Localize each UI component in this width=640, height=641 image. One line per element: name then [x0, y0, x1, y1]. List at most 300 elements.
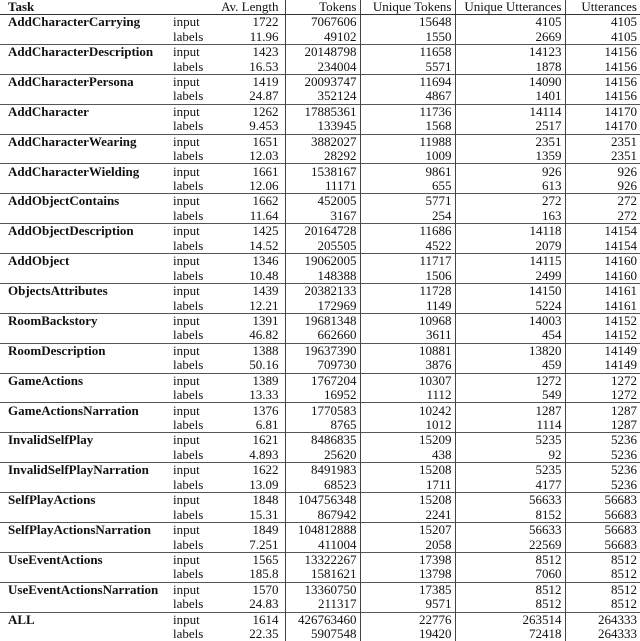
row-type: input — [170, 433, 218, 448]
cell-unique-utterances: 72418 — [455, 627, 565, 641]
cell-tokens: 20164728 — [285, 224, 360, 239]
cell-av-length: 7.251 — [218, 537, 285, 552]
task-name — [0, 179, 170, 194]
cell-tokens: 133945 — [285, 119, 360, 134]
table-row — [0, 597, 640, 612]
cell-tokens: 28292 — [285, 149, 360, 164]
cell-utterances: 14161 — [565, 298, 640, 313]
cell-unique-tokens: 2241 — [360, 507, 455, 522]
task-name: UseEventActionsNarration — [0, 582, 170, 597]
cell-unique-tokens: 1112 — [360, 388, 455, 403]
cell-unique-utterances: 459 — [455, 358, 565, 373]
header-unique-utterances: Unique Utterances — [455, 0, 565, 15]
cell-utterances: 264333 — [565, 627, 640, 641]
cell-av-length: 11.64 — [218, 209, 285, 224]
cell-tokens: 8491983 — [285, 463, 360, 478]
row-type: input — [170, 15, 218, 30]
cell-unique-utterances: 1878 — [455, 59, 565, 74]
cell-unique-tokens: 9861 — [360, 164, 455, 179]
row-type: labels — [170, 358, 218, 373]
cell-utterances: 1287 — [565, 403, 640, 418]
cell-utterances: 56683 — [565, 537, 640, 552]
cell-tokens: 205505 — [285, 239, 360, 254]
table-row — [0, 567, 640, 582]
cell-tokens: 211317 — [285, 597, 360, 612]
cell-unique-tokens: 655 — [360, 179, 455, 194]
cell-unique-utterances: 926 — [455, 164, 565, 179]
cell-unique-tokens: 10242 — [360, 403, 455, 418]
task-name: InvalidSelfPlay — [0, 433, 170, 448]
cell-tokens: 104812888 — [285, 522, 360, 537]
table-row — [0, 343, 640, 358]
cell-av-length: 10.48 — [218, 268, 285, 283]
cell-av-length: 15.31 — [218, 507, 285, 522]
cell-unique-tokens: 15209 — [360, 433, 455, 448]
task-name — [0, 59, 170, 74]
cell-tokens: 8486835 — [285, 433, 360, 448]
header-utterances: Utterances — [565, 0, 640, 15]
cell-unique-utterances: 5235 — [455, 433, 565, 448]
cell-unique-tokens: 10307 — [360, 373, 455, 388]
cell-av-length: 46.82 — [218, 328, 285, 343]
cell-unique-tokens: 15207 — [360, 522, 455, 537]
task-name: AddObject — [0, 254, 170, 269]
cell-utterances: 14152 — [565, 313, 640, 328]
cell-utterances: 14156 — [565, 74, 640, 89]
cell-unique-utterances: 1287 — [455, 403, 565, 418]
cell-av-length: 1565 — [218, 552, 285, 567]
cell-av-length: 1376 — [218, 403, 285, 418]
task-name: AddObjectDescription — [0, 224, 170, 239]
cell-utterances: 1272 — [565, 373, 640, 388]
cell-tokens: 17885361 — [285, 104, 360, 119]
row-type: labels — [170, 119, 218, 134]
cell-utterances: 272 — [565, 209, 640, 224]
table-row — [0, 164, 640, 179]
cell-unique-utterances: 14123 — [455, 44, 565, 59]
cell-av-length: 1722 — [218, 15, 285, 30]
row-type: input — [170, 612, 218, 627]
cell-utterances: 8512 — [565, 597, 640, 612]
cell-av-length: 14.52 — [218, 239, 285, 254]
cell-av-length: 185.8 — [218, 567, 285, 582]
cell-unique-utterances: 549 — [455, 388, 565, 403]
cell-av-length: 1848 — [218, 493, 285, 508]
cell-av-length: 1622 — [218, 463, 285, 478]
header-unique-tokens: Unique Tokens — [360, 0, 455, 15]
cell-unique-tokens: 3876 — [360, 358, 455, 373]
cell-av-length: 50.16 — [218, 358, 285, 373]
task-name — [0, 597, 170, 612]
cell-av-length: 1662 — [218, 194, 285, 209]
task-name: AddCharacterDescription — [0, 44, 170, 59]
cell-av-length: 6.81 — [218, 418, 285, 433]
row-type: input — [170, 552, 218, 567]
cell-tokens: 104756348 — [285, 493, 360, 508]
cell-av-length: 1621 — [218, 433, 285, 448]
cell-av-length: 13.09 — [218, 478, 285, 493]
cell-unique-utterances: 7060 — [455, 567, 565, 582]
task-name — [0, 328, 170, 343]
cell-tokens: 25620 — [285, 448, 360, 463]
cell-utterances: 2351 — [565, 149, 640, 164]
cell-tokens: 662660 — [285, 328, 360, 343]
cell-utterances: 14160 — [565, 254, 640, 269]
cell-unique-utterances: 8512 — [455, 582, 565, 597]
task-name: InvalidSelfPlayNarration — [0, 463, 170, 478]
cell-unique-utterances: 14003 — [455, 313, 565, 328]
table-row — [0, 15, 640, 30]
cell-tokens: 13360750 — [285, 582, 360, 597]
header-row — [0, 0, 640, 15]
cell-tokens: 11171 — [285, 179, 360, 194]
cell-unique-utterances: 14118 — [455, 224, 565, 239]
cell-unique-utterances: 2669 — [455, 29, 565, 44]
row-type: input — [170, 74, 218, 89]
cell-av-length: 1570 — [218, 582, 285, 597]
cell-unique-tokens: 1009 — [360, 149, 455, 164]
cell-tokens: 709730 — [285, 358, 360, 373]
cell-unique-tokens: 11694 — [360, 74, 455, 89]
cell-unique-tokens: 1568 — [360, 119, 455, 134]
task-name: RoomBackstory — [0, 313, 170, 328]
table-row — [0, 328, 640, 343]
cell-unique-utterances: 8152 — [455, 507, 565, 522]
row-type: labels — [170, 268, 218, 283]
task-name — [0, 388, 170, 403]
row-type: labels — [170, 29, 218, 44]
table-row — [0, 418, 640, 433]
cell-utterances: 4105 — [565, 15, 640, 30]
table-row — [0, 44, 640, 59]
cell-utterances: 5236 — [565, 433, 640, 448]
row-type: labels — [170, 239, 218, 254]
cell-av-length: 1425 — [218, 224, 285, 239]
cell-unique-utterances: 14150 — [455, 283, 565, 298]
row-type: labels — [170, 418, 218, 433]
cell-unique-tokens: 10968 — [360, 313, 455, 328]
cell-utterances: 1287 — [565, 418, 640, 433]
task-name: RoomDescription — [0, 343, 170, 358]
task-name — [0, 567, 170, 582]
row-type: input — [170, 493, 218, 508]
cell-unique-utterances: 163 — [455, 209, 565, 224]
task-name — [0, 209, 170, 224]
table-row — [0, 313, 640, 328]
table-row — [0, 119, 640, 134]
row-type: labels — [170, 537, 218, 552]
task-name: ALL — [0, 612, 170, 627]
table-row — [0, 552, 640, 567]
row-type: input — [170, 283, 218, 298]
row-type: input — [170, 343, 218, 358]
cell-unique-utterances: 8512 — [455, 552, 565, 567]
row-type: labels — [170, 298, 218, 313]
cell-av-length: 13.33 — [218, 388, 285, 403]
cell-tokens: 1770583 — [285, 403, 360, 418]
cell-unique-utterances: 14114 — [455, 104, 565, 119]
cell-utterances: 926 — [565, 164, 640, 179]
task-name — [0, 537, 170, 552]
cell-unique-utterances: 56633 — [455, 522, 565, 537]
table-row — [0, 388, 640, 403]
task-name — [0, 268, 170, 283]
table-row — [0, 74, 640, 89]
cell-tokens: 13322267 — [285, 552, 360, 567]
cell-unique-tokens: 1550 — [360, 29, 455, 44]
cell-unique-tokens: 15648 — [360, 15, 455, 30]
cell-av-length: 4.893 — [218, 448, 285, 463]
cell-utterances: 56683 — [565, 522, 640, 537]
cell-av-length: 1388 — [218, 343, 285, 358]
task-name — [0, 298, 170, 313]
cell-unique-utterances: 5235 — [455, 463, 565, 478]
cell-unique-utterances: 14090 — [455, 74, 565, 89]
cell-tokens: 8765 — [285, 418, 360, 433]
cell-unique-tokens: 11686 — [360, 224, 455, 239]
cell-unique-tokens: 1711 — [360, 478, 455, 493]
cell-utterances: 272 — [565, 194, 640, 209]
cell-unique-utterances: 613 — [455, 179, 565, 194]
cell-tokens: 172969 — [285, 298, 360, 313]
cell-av-length: 1614 — [218, 612, 285, 627]
cell-tokens: 1767204 — [285, 373, 360, 388]
task-name — [0, 478, 170, 493]
task-name: ObjectsAttributes — [0, 283, 170, 298]
cell-unique-tokens: 17385 — [360, 582, 455, 597]
row-type: input — [170, 134, 218, 149]
header-type — [170, 0, 218, 15]
row-type: input — [170, 582, 218, 597]
table-row — [0, 149, 640, 164]
table-row — [0, 283, 640, 298]
cell-utterances: 2351 — [565, 134, 640, 149]
row-type: labels — [170, 507, 218, 522]
header-tokens: Tokens — [285, 0, 360, 15]
cell-unique-utterances: 1359 — [455, 149, 565, 164]
table-row — [0, 268, 640, 283]
task-name — [0, 239, 170, 254]
cell-utterances: 14161 — [565, 283, 640, 298]
cell-tokens: 5907548 — [285, 627, 360, 641]
cell-av-length: 1391 — [218, 313, 285, 328]
cell-unique-utterances: 8512 — [455, 597, 565, 612]
row-type: input — [170, 44, 218, 59]
cell-av-length: 1651 — [218, 134, 285, 149]
row-type: labels — [170, 388, 218, 403]
task-name: AddCharacter — [0, 104, 170, 119]
task-name: UseEventActions — [0, 552, 170, 567]
cell-tokens: 19637390 — [285, 343, 360, 358]
cell-unique-tokens: 4867 — [360, 89, 455, 104]
table-row — [0, 463, 640, 478]
row-type: input — [170, 224, 218, 239]
task-name: AddCharacterPersona — [0, 74, 170, 89]
cell-unique-tokens: 4522 — [360, 239, 455, 254]
cell-unique-utterances: 454 — [455, 328, 565, 343]
task-name: GameActionsNarration — [0, 403, 170, 418]
task-name: AddCharacterCarrying — [0, 15, 170, 30]
cell-unique-utterances: 272 — [455, 194, 565, 209]
cell-unique-utterances: 2517 — [455, 119, 565, 134]
task-name — [0, 358, 170, 373]
cell-unique-tokens: 5771 — [360, 194, 455, 209]
cell-unique-tokens: 17398 — [360, 552, 455, 567]
cell-unique-utterances: 14115 — [455, 254, 565, 269]
cell-unique-utterances: 4105 — [455, 15, 565, 30]
table-row — [0, 298, 640, 313]
cell-av-length: 11.96 — [218, 29, 285, 44]
cell-av-length: 24.87 — [218, 89, 285, 104]
table-row — [0, 373, 640, 388]
cell-tokens: 1538167 — [285, 164, 360, 179]
cell-tokens: 1581621 — [285, 567, 360, 582]
cell-av-length: 1262 — [218, 104, 285, 119]
cell-av-length: 24.83 — [218, 597, 285, 612]
task-name — [0, 507, 170, 522]
row-type: labels — [170, 567, 218, 582]
task-name: SelfPlayActionsNarration — [0, 522, 170, 537]
cell-utterances: 14152 — [565, 328, 640, 343]
cell-unique-tokens: 15208 — [360, 493, 455, 508]
task-name: AddCharacterWielding — [0, 164, 170, 179]
cell-tokens: 3167 — [285, 209, 360, 224]
cell-utterances: 8512 — [565, 582, 640, 597]
cell-tokens: 20382133 — [285, 283, 360, 298]
cell-utterances: 14154 — [565, 224, 640, 239]
table-row — [0, 254, 640, 269]
row-type: labels — [170, 89, 218, 104]
row-type: labels — [170, 597, 218, 612]
cell-unique-utterances: 4177 — [455, 478, 565, 493]
cell-unique-tokens: 13798 — [360, 567, 455, 582]
cell-unique-tokens: 22776 — [360, 612, 455, 627]
table-row — [0, 612, 640, 627]
cell-utterances: 1272 — [565, 388, 640, 403]
cell-av-length: 1849 — [218, 522, 285, 537]
task-name: AddCharacterWearing — [0, 134, 170, 149]
cell-tokens: 19062005 — [285, 254, 360, 269]
cell-unique-tokens: 2058 — [360, 537, 455, 552]
row-type: labels — [170, 627, 218, 641]
cell-utterances: 14156 — [565, 89, 640, 104]
cell-unique-tokens: 19420 — [360, 627, 455, 641]
cell-utterances: 14149 — [565, 343, 640, 358]
cell-unique-tokens: 11717 — [360, 254, 455, 269]
table-row — [0, 403, 640, 418]
table-row — [0, 478, 640, 493]
row-type: labels — [170, 448, 218, 463]
task-name: SelfPlayActions — [0, 493, 170, 508]
cell-tokens: 19681348 — [285, 313, 360, 328]
row-type: input — [170, 403, 218, 418]
table-row — [0, 358, 640, 373]
cell-tokens: 16952 — [285, 388, 360, 403]
task-name — [0, 149, 170, 164]
cell-unique-utterances: 13820 — [455, 343, 565, 358]
cell-av-length: 22.35 — [218, 627, 285, 641]
row-type: input — [170, 254, 218, 269]
header-av-length: Av. Length — [218, 0, 285, 15]
row-type: input — [170, 313, 218, 328]
cell-unique-utterances: 1272 — [455, 373, 565, 388]
task-name — [0, 418, 170, 433]
cell-utterances: 4105 — [565, 29, 640, 44]
table-row — [0, 627, 640, 641]
row-type: labels — [170, 59, 218, 74]
cell-utterances: 5236 — [565, 478, 640, 493]
cell-av-length: 12.06 — [218, 179, 285, 194]
task-name — [0, 119, 170, 134]
cell-unique-tokens: 10881 — [360, 343, 455, 358]
cell-tokens: 452005 — [285, 194, 360, 209]
cell-unique-tokens: 9571 — [360, 597, 455, 612]
row-type: labels — [170, 209, 218, 224]
cell-tokens: 3882027 — [285, 134, 360, 149]
table-row — [0, 29, 640, 44]
cell-utterances: 14154 — [565, 239, 640, 254]
table-row — [0, 239, 640, 254]
cell-unique-utterances: 56633 — [455, 493, 565, 508]
cell-utterances: 14170 — [565, 119, 640, 134]
table-body — [0, 15, 640, 641]
cell-av-length: 16.53 — [218, 59, 285, 74]
cell-tokens: 148388 — [285, 268, 360, 283]
cell-tokens: 234004 — [285, 59, 360, 74]
cell-unique-tokens: 11736 — [360, 104, 455, 119]
table-row — [0, 104, 640, 119]
task-name: GameActions — [0, 373, 170, 388]
table-row — [0, 582, 640, 597]
row-type: input — [170, 194, 218, 209]
row-type: input — [170, 463, 218, 478]
task-name: AddObjectContains — [0, 194, 170, 209]
row-type: labels — [170, 478, 218, 493]
cell-av-length: 1661 — [218, 164, 285, 179]
cell-utterances: 8512 — [565, 552, 640, 567]
cell-unique-utterances: 263514 — [455, 612, 565, 627]
cell-utterances: 5236 — [565, 463, 640, 478]
cell-unique-tokens: 1149 — [360, 298, 455, 313]
cell-av-length: 1439 — [218, 283, 285, 298]
cell-unique-utterances: 1401 — [455, 89, 565, 104]
cell-tokens: 7067606 — [285, 15, 360, 30]
cell-av-length: 1389 — [218, 373, 285, 388]
table-row — [0, 448, 640, 463]
cell-utterances: 926 — [565, 179, 640, 194]
task-name — [0, 627, 170, 641]
cell-utterances: 8512 — [565, 567, 640, 582]
cell-utterances: 14156 — [565, 44, 640, 59]
cell-tokens: 411004 — [285, 537, 360, 552]
table-row — [0, 179, 640, 194]
cell-utterances: 56683 — [565, 493, 640, 508]
cell-unique-utterances: 1114 — [455, 418, 565, 433]
cell-tokens: 352124 — [285, 89, 360, 104]
cell-unique-utterances: 22569 — [455, 537, 565, 552]
cell-av-length: 12.21 — [218, 298, 285, 313]
cell-unique-tokens: 254 — [360, 209, 455, 224]
cell-unique-utterances: 2499 — [455, 268, 565, 283]
table-row — [0, 224, 640, 239]
cell-tokens: 426763460 — [285, 612, 360, 627]
task-name — [0, 448, 170, 463]
table-row — [0, 194, 640, 209]
cell-av-length: 1419 — [218, 74, 285, 89]
cell-unique-utterances: 2079 — [455, 239, 565, 254]
row-type: labels — [170, 179, 218, 194]
cell-unique-tokens: 11728 — [360, 283, 455, 298]
